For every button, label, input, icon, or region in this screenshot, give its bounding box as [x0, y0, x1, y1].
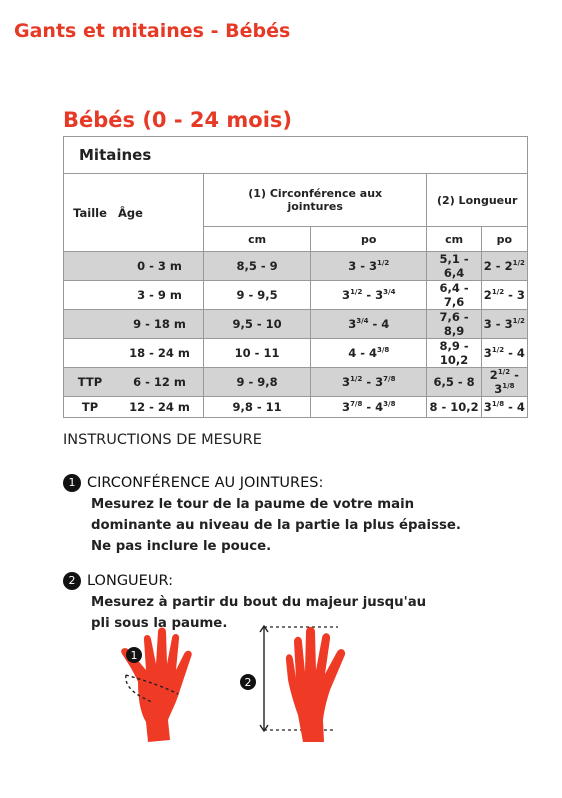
- step-heading: CIRCONFÉRENCE AU JOINTURES:: [87, 475, 324, 491]
- header-age: Âge: [116, 174, 204, 252]
- cell-long-po: $2 - 2^{1/2}$: [481, 252, 527, 281]
- table-row: [64, 252, 528, 281]
- table-row: [64, 310, 528, 339]
- step-line: Mesurez le tour de la paume de votre main: [91, 497, 415, 512]
- cell-taille: [64, 339, 117, 368]
- size-table: [63, 136, 528, 418]
- cell-taille: [64, 310, 117, 339]
- table-row: [64, 397, 528, 418]
- instructions-title: INSTRUCTIONS DE MESURE: [63, 432, 262, 448]
- step-number: 1: [63, 474, 81, 492]
- cell-long-cm: 5,1 - 6,4: [427, 252, 481, 281]
- cell-age: 3 - 9 m: [116, 281, 204, 310]
- unit-cell: cm: [204, 227, 311, 252]
- page-title: Gants et mitaines - Bébés: [14, 20, 291, 42]
- cell-taille: TP: [64, 397, 117, 418]
- cell-long-po: $2^{1/2} - 3^{1/8}$: [481, 368, 527, 397]
- step-2-marker-icon: [240, 674, 256, 690]
- step-line: Mesurez à partir du bout du majeur jusqu'au: [91, 595, 427, 610]
- cell-circ-cm: 9 - 9,8: [204, 368, 311, 397]
- cell-age: 9 - 18 m: [116, 310, 204, 339]
- left-hand-icon: [121, 628, 192, 743]
- size-rows: [64, 252, 528, 418]
- cell-long-po: $3^{1/8} - 4$: [481, 397, 527, 418]
- table-row: [64, 339, 528, 368]
- header-circonference: (1) Circonférence aux jointures: [204, 174, 427, 227]
- table-subtitle: Bébés (0 - 24 mois): [63, 108, 293, 132]
- step-line: pli sous la paume.: [91, 616, 228, 631]
- cell-long-cm: 8 - 10,2: [427, 397, 481, 418]
- cell-circ-po: $3^{3/4} - 4$: [311, 310, 427, 339]
- cell-taille: TTP: [64, 368, 117, 397]
- cell-circ-po: $4 - 4^{3/8}$: [311, 339, 427, 368]
- cell-circ-cm: 9 - 9,5: [204, 281, 311, 310]
- step-line: dominante au niveau de la partie la plus épaisse.: [91, 518, 461, 533]
- step-circonference: [63, 474, 461, 557]
- cell-age: 18 - 24 m: [116, 339, 204, 368]
- cell-long-cm: 6,4 - 7,6: [427, 281, 481, 310]
- step-number: 2: [63, 572, 81, 590]
- step-line: Ne pas inclure le pouce.: [91, 539, 272, 554]
- marker-1-label: 1: [130, 649, 138, 662]
- cell-long-cm: 8,9 - 10,2: [427, 339, 481, 368]
- cell-age: 0 - 3 m: [116, 252, 204, 281]
- step-1-marker-icon: [126, 647, 142, 663]
- header-longueur: (2) Longueur: [427, 174, 528, 227]
- cell-taille: [64, 281, 117, 310]
- cell-long-po: $3 - 3^{1/2}$: [481, 310, 527, 339]
- cell-circ-cm: 8,5 - 9: [204, 252, 311, 281]
- cell-circ-cm: 9,5 - 10: [204, 310, 311, 339]
- cell-circ-po: $3^{1/2} - 3^{7/8}$: [311, 368, 427, 397]
- header-taille: Taille: [64, 174, 117, 252]
- cell-circ-po: $3 - 3^{1/2}$: [311, 252, 427, 281]
- cell-long-po: $3^{1/2} - 4$: [481, 339, 527, 368]
- cell-circ-po: $3^{1/2} - 3^{3/4}$: [311, 281, 427, 310]
- section-label: Mitaines: [64, 137, 528, 174]
- cell-age: 12 - 24 m: [116, 397, 204, 418]
- right-hand-icon: [286, 627, 345, 742]
- unit-cell: cm: [427, 227, 481, 252]
- cell-long-po: $2^{1/2} - 3$: [481, 281, 527, 310]
- step-heading: LONGUEUR:: [87, 573, 173, 589]
- table-row: [64, 368, 528, 397]
- cell-circ-cm: 10 - 11: [204, 339, 311, 368]
- unit-cell: po: [481, 227, 527, 252]
- cell-age: 6 - 12 m: [116, 368, 204, 397]
- marker-2-label: 2: [244, 676, 252, 689]
- cell-long-cm: 7,6 - 8,9: [427, 310, 481, 339]
- unit-cell: po: [311, 227, 427, 252]
- table-row: [64, 281, 528, 310]
- cell-long-cm: 6,5 - 8: [427, 368, 481, 397]
- cell-taille: [64, 252, 117, 281]
- cell-circ-po: $3^{7/8} - 4^{3/8}$: [311, 397, 427, 418]
- hand-illustration: [108, 620, 408, 780]
- cell-circ-cm: 9,8 - 11: [204, 397, 311, 418]
